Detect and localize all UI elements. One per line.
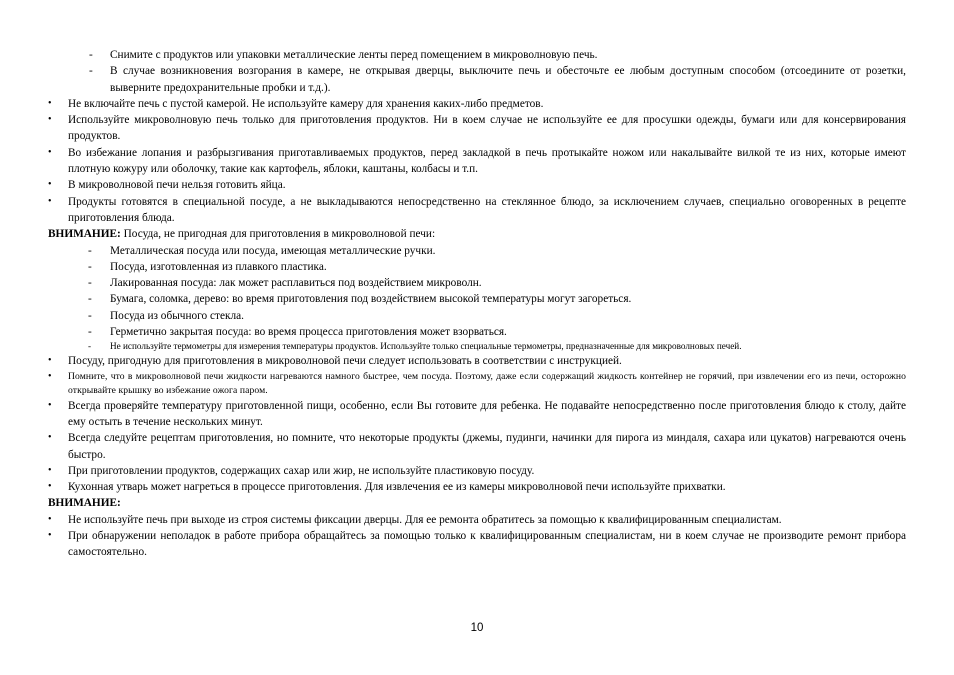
dash-mark: - bbox=[88, 244, 92, 257]
item-text: Не используйте термометры для измерения температуры продуктов. Используйте только специальные термометры, предназначенные для микроволновых печей. bbox=[110, 341, 742, 352]
bullet-mark: • bbox=[48, 481, 52, 493]
bullet-mark: • bbox=[48, 530, 52, 542]
bullet-mark: • bbox=[48, 97, 52, 109]
item-text: Снимите с продуктов или упаковки металлические ленты перед помещением в микроволновую печь. bbox=[110, 49, 598, 61]
item-text: Металлическая посуда или посуда, имеющая металлические ручки. bbox=[110, 244, 436, 257]
bullet-mark: • bbox=[48, 195, 52, 207]
item-text: Всегда проверяйте температуру приготовленной пищи, особенно, если Вы готовите для ребенка. Не подавайте непосредственно после приготовления блюдо к столу, дайте ему остыть в течение нескольких минут. bbox=[68, 399, 906, 428]
dash-mark: - bbox=[88, 293, 92, 306]
list-item bbox=[48, 479, 906, 495]
item-text: В микроволновой печи нельзя готовить яйца. bbox=[68, 179, 286, 192]
bullet-mark: • bbox=[48, 355, 52, 367]
item-text: Герметично закрытая посуда: во время процесса приготовления может взорваться. bbox=[110, 326, 507, 339]
item-text: Используйте микроволновую печь только для приготовления продуктов. Ни в коем случае не используйте ее для просушки одежды, бумаги или для консервирования продуктов. bbox=[68, 114, 906, 143]
list-item bbox=[48, 243, 906, 259]
list-item bbox=[48, 259, 906, 275]
item-text: Продукты готовятся в специальной посуде, а не выкладываются непосредственно на стеклянное блюдо, за исключением случаев, специально оговоренных в рецепте приготовления блюда. bbox=[68, 195, 906, 224]
item-text: Кухонная утварь может нагреться в процессе приготовления. Для извлечения ее из камеры микроволновой печи используйте прихватки. bbox=[68, 481, 726, 494]
bullet-mark: • bbox=[48, 432, 52, 444]
list-item bbox=[48, 353, 906, 369]
dash-mark: - bbox=[89, 65, 93, 78]
item-text: Помните, что в микроволновой печи жидкости нагреваются намного быстрее, чем посуда. Поэтому, даже если содержащий жидкость контейнер не горячий, при извлечении его из печи, осторожно открывайте крышку во избежание ожога паром. bbox=[68, 370, 906, 396]
item-text: Не включайте печь с пустой камерой. Не используйте камеру для хранения каких-либо предметов. bbox=[68, 97, 544, 110]
warning-text: Посуда, не пригодная для приготовления в микроволновой печи: bbox=[120, 228, 436, 241]
list-item bbox=[48, 96, 906, 112]
list-item bbox=[48, 63, 906, 96]
list-item bbox=[48, 308, 906, 324]
list-item bbox=[48, 370, 906, 398]
list-item bbox=[48, 398, 906, 431]
item-text: Во избежание лопания и разбрызгивания приготавливаемых продуктов, перед закладкой в печь протыкайте ножом или накалывайте вилкой те из них, которые имеют плотную кожуру или оболочку, такие как картофель, яблоки, каштаны, колбасы и т.п. bbox=[68, 146, 906, 176]
list-item bbox=[48, 430, 906, 463]
dash-mark: - bbox=[89, 49, 93, 61]
item-text: Лакированная посуда: лак может расплавиться под воздействием микроволн. bbox=[110, 277, 482, 290]
bullet-mark: • bbox=[48, 179, 52, 191]
list-item bbox=[48, 47, 906, 63]
dash-mark: - bbox=[88, 277, 92, 290]
bullet-mark: • bbox=[48, 464, 52, 476]
dash-mark: - bbox=[88, 260, 92, 273]
bullet-mark: • bbox=[48, 146, 52, 158]
dash-mark: - bbox=[88, 309, 92, 322]
list-item bbox=[48, 112, 906, 145]
list-item bbox=[48, 324, 906, 340]
item-text: В случае возникновения возгорания в камере, не открывая дверцы, выключите печь и обесточьте ее любым доступным способом (отсоедините от розетки, выверните предохранительные пробки и т.д.). bbox=[110, 65, 906, 94]
dash-mark: - bbox=[88, 326, 92, 339]
list-item bbox=[48, 145, 906, 178]
page-number: 10 bbox=[470, 622, 484, 634]
dash-mark: - bbox=[88, 341, 92, 352]
item-text: Всегда следуйте рецептам приготовления, но помните, что некоторые продукты (джемы, пудинги, начинки для пирога из миндаля, сахара или цукатов) нагреваются очень быстро. bbox=[68, 432, 906, 461]
item-text: При приготовлении продуктов, содержащих сахар или жир, не используйте пластиковую посуду. bbox=[68, 464, 535, 477]
warning-heading bbox=[48, 495, 906, 511]
list-item bbox=[48, 340, 906, 353]
bullet-mark: • bbox=[48, 114, 52, 126]
item-text: Не используйте печь при выходе из строя системы фиксации дверцы. Для ее ремонта обратитесь за помощью к квалифицированным специалистам. bbox=[68, 513, 782, 526]
list-item bbox=[48, 291, 906, 307]
list-item bbox=[48, 512, 906, 528]
list-item bbox=[48, 528, 906, 561]
warning-label: ВНИМАНИЕ: bbox=[48, 228, 121, 241]
list-item bbox=[48, 194, 906, 227]
list-item bbox=[48, 275, 906, 291]
item-text: При обнаружении неполадок в работе прибора обращайтесь за помощью только к квалифицированным специалистам, ни в коем случае не производите ремонт прибора самостоятельно. bbox=[68, 530, 906, 559]
warning-heading bbox=[48, 226, 906, 242]
list-item bbox=[48, 463, 906, 479]
bullet-mark: • bbox=[48, 513, 52, 525]
document-page bbox=[48, 47, 906, 561]
item-text: Посуду, пригодную для приготовления в микроволновой печи следует использовать в соответствии с инструкцией. bbox=[68, 355, 622, 368]
item-text: Посуда из обычного стекла. bbox=[110, 309, 244, 322]
item-text: Посуда, изготовленная из плавкого пластика. bbox=[110, 260, 327, 273]
item-text: Бумага, соломка, дерево: во время приготовления под воздействием высокой температуры могут загореться. bbox=[110, 293, 632, 306]
bullet-mark: • bbox=[48, 370, 52, 382]
bullet-mark: • bbox=[48, 399, 52, 411]
list-item bbox=[48, 177, 906, 193]
warning-label: ВНИМАНИЕ: bbox=[48, 497, 121, 510]
